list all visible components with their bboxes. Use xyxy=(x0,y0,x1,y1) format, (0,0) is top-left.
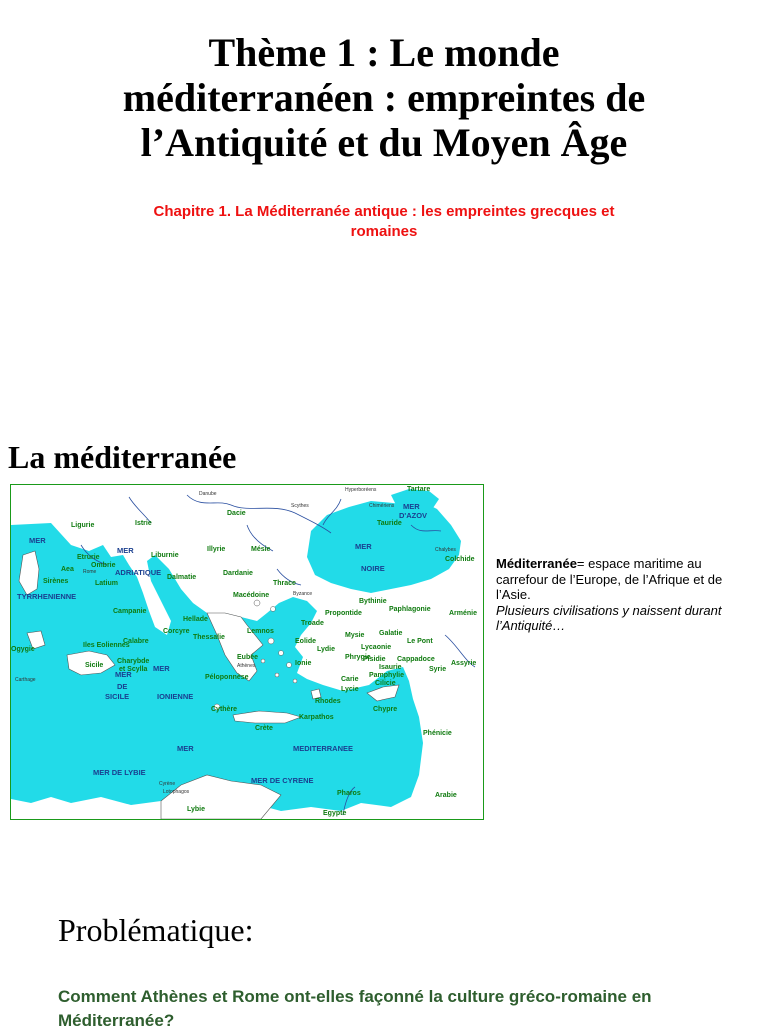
region-iles-eoliennes: Iles Eoliennes xyxy=(83,642,130,649)
region-danube: Danube xyxy=(199,491,217,497)
region-troade: Troade xyxy=(301,620,324,627)
region-lycie: Lycie xyxy=(341,686,359,693)
sea-adriatique: ADRIATIQUE xyxy=(115,568,162,577)
theme-title xyxy=(0,30,768,165)
region-charybde: Charybde xyxy=(117,658,150,665)
region-pisidie: Pisidie xyxy=(363,656,386,663)
region-lydie: Lydie xyxy=(317,646,336,653)
region-illyrie: Illyrie xyxy=(207,546,226,553)
region-corcyre: Corcyre xyxy=(163,628,190,635)
region-phenicie: Phénicie xyxy=(423,730,452,737)
region-eubee: Eubée xyxy=(237,654,259,661)
region-ionie: Ionie xyxy=(295,660,312,667)
region-lotophagos: Lotophagos xyxy=(163,789,190,795)
sea-mer-de-cyrene: MER DE CYRENE xyxy=(251,776,314,785)
region-propontide: Propontide xyxy=(325,610,362,617)
region-athenes: Athènes xyxy=(237,663,256,669)
theme-title-line-2: méditerranéen : empreintes de xyxy=(122,75,646,120)
region-istrie: Istrie xyxy=(135,520,152,527)
region-bythinie: Bythinie xyxy=(359,598,387,605)
region-et-scylla: et Scylla xyxy=(119,666,148,673)
sea-mer-sicile-2: MER xyxy=(115,670,132,679)
region-mesie: Mésie xyxy=(251,546,271,553)
region-aea: Aea xyxy=(61,566,74,573)
definition-term: Méditerranée xyxy=(496,556,577,571)
region-mysie: Mysie xyxy=(345,632,365,639)
region-liburnie: Liburnie xyxy=(151,552,179,559)
sea-mer-adriatique: MER xyxy=(117,546,134,555)
sea-tyrrhenienne: TYRRHENIENNE xyxy=(17,592,77,601)
region-isaurie: Isaurie xyxy=(379,664,402,671)
region-latium: Latium xyxy=(95,580,118,587)
region-assyrie: Assyrie xyxy=(451,660,477,667)
region-paphlagonie: Paphlagonie xyxy=(389,606,431,613)
sea-mer-sicile: MER xyxy=(153,664,170,673)
region-cyrene: Cyrène xyxy=(159,781,176,787)
region-carthage: Carthage xyxy=(15,677,36,683)
sea-mer-tyrrhenienne-1: MER xyxy=(29,536,46,545)
region-thessalie: Thessalie xyxy=(193,634,225,641)
region-dacie: Dacie xyxy=(227,510,246,517)
region-carie: Carie xyxy=(341,676,359,683)
region-chypre: Chypre xyxy=(373,706,398,713)
region-colchide: Colchide xyxy=(445,556,475,563)
chapter-line-2: romaines xyxy=(350,223,418,240)
region-dardanie: Dardanie xyxy=(223,570,253,577)
region-dalmatie: Dalmatie xyxy=(167,574,197,581)
region-cythere: Cythère xyxy=(211,706,238,713)
region-phrygie: Phrygie xyxy=(345,654,371,661)
region-etrurie: Etrurie xyxy=(77,554,100,561)
region-tartare: Tartare xyxy=(407,486,431,493)
region-egypte: Egypte xyxy=(323,810,347,817)
region-tauride: Tauride xyxy=(377,520,402,527)
region-chimeriens: Chimériens xyxy=(369,503,395,509)
region-galatie: Galatie xyxy=(379,630,403,637)
sea-mer-azov: MER xyxy=(403,502,420,511)
problem-title: Problématique: xyxy=(58,912,254,948)
sea-ionienne: IONIENNE xyxy=(157,692,194,701)
region-pamphylie: Pamphylie xyxy=(369,672,405,679)
region-scythes: Scythes xyxy=(291,503,309,509)
region-peloponnese: Péloponnèse xyxy=(205,674,249,681)
region-campanie: Campanie xyxy=(113,608,147,615)
problem-question: Comment Athènes et Rome ont-elles façonné la culture gréco-romaine en Méditerranée? xyxy=(58,987,652,1030)
sea-mer-noire: MER xyxy=(355,542,372,551)
region-ombrie: Ombrie xyxy=(91,562,116,569)
region-sirenes: Sirènes xyxy=(43,578,69,585)
region-arabie: Arabie xyxy=(435,792,457,799)
region-thrace: Thrace xyxy=(273,580,296,587)
region-hyperboreens: Hyperboréens xyxy=(345,487,377,493)
section-title: La méditerranée xyxy=(8,439,237,475)
definition-text: = espace maritime au carrefour de l’Europe, de l’Afrique et de l’Asie. xyxy=(496,556,723,602)
region-rhodes: Rhodes xyxy=(315,698,341,705)
region-hellade: Hellade xyxy=(183,616,208,623)
region-calabre: Calabre xyxy=(123,638,149,645)
region-byzance: Byzance xyxy=(293,591,313,597)
region-karpathos: Karpathos xyxy=(299,714,334,721)
sea-mediterranee: MEDITERRANEE xyxy=(293,744,354,753)
region-ligurie: Ligurie xyxy=(71,522,95,529)
region-syrie: Syrie xyxy=(429,666,447,673)
region-eolide: Eolide xyxy=(295,638,317,645)
region-pharos: Pharos xyxy=(337,790,361,797)
sea-mer-de-lybie: MER DE LYBIE xyxy=(93,768,146,777)
mediterranean-map xyxy=(10,484,484,820)
region-crete: Crète xyxy=(255,725,273,732)
region-le-pont: Le Pont xyxy=(407,638,433,645)
sea-de: DE xyxy=(117,682,128,691)
sea-mer-mediterranee: MER xyxy=(177,744,194,753)
sea-noire: NOIRE xyxy=(361,564,385,573)
region-cappadoce: Cappadoce xyxy=(397,656,435,663)
region-sicile: Sicile xyxy=(85,662,104,669)
region-lemnos: Lemnos xyxy=(247,628,274,635)
region-rome: Rome xyxy=(83,569,97,575)
region-lybie: Lybie xyxy=(187,806,206,813)
map-svg xyxy=(11,485,483,819)
region-chalybes: Chalybes xyxy=(435,547,456,553)
theme-title-line-3: l’Antiquité et du Moyen Âge xyxy=(140,120,628,165)
region-ogygie: Ogygie xyxy=(11,646,35,653)
region-macedoine: Macédoine xyxy=(233,592,270,599)
region-lycaonie: Lycaonie xyxy=(361,644,392,651)
theme-title-line-1: Thème 1 : Le monde xyxy=(208,30,560,75)
chapter-heading xyxy=(50,202,718,242)
chapter-line-1: Chapitre 1. La Méditerranée antique : les empreintes grecques et xyxy=(153,203,615,220)
definition xyxy=(496,556,746,634)
sea-sicile: SICILE xyxy=(105,692,130,701)
region-cilicie: Cilicie xyxy=(375,680,396,687)
sea-azov: D'AZOV xyxy=(399,511,428,520)
definition-italic: Plusieurs civilisations y naissent durant l’Antiquité… xyxy=(496,602,722,633)
region-armenie: Arménie xyxy=(449,610,478,617)
